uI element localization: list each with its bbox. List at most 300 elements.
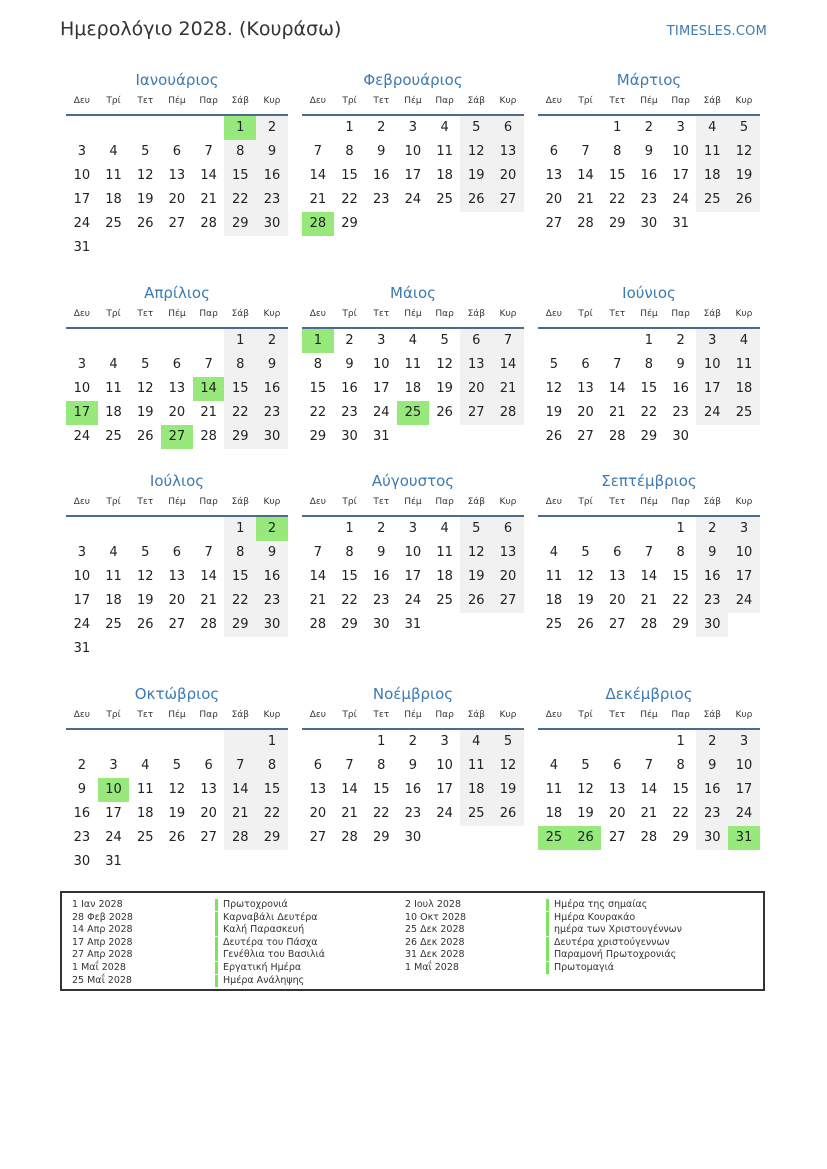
day-cell: 10 xyxy=(436,758,453,773)
weekday-label: Σάβ xyxy=(703,710,721,720)
empty-cell xyxy=(570,116,602,140)
day-cell: 22 xyxy=(341,192,358,207)
day-cell: 14 xyxy=(224,778,256,802)
legend-holiday-date: 1 Ιαν 2028 xyxy=(72,899,123,910)
day-cell: 28 xyxy=(608,429,626,444)
day-cell: 5 xyxy=(141,357,150,372)
day-cell: 2 xyxy=(696,517,728,541)
weekday-header xyxy=(538,706,760,730)
day-cell: 17 xyxy=(672,168,689,183)
month-name: Σεπτέμβριος xyxy=(601,472,697,490)
day-cell: 20 xyxy=(608,593,626,608)
day-cell: 10 xyxy=(696,353,728,377)
empty-cell xyxy=(538,517,570,541)
day-cell: 29 xyxy=(309,429,327,444)
weekday-label: Κυρ xyxy=(735,710,753,720)
day-cell: 18 xyxy=(436,569,453,584)
weekday-label: Κυρ xyxy=(735,96,753,106)
day-cell: 11 xyxy=(105,381,122,396)
day-cell: 12 xyxy=(577,569,594,584)
day-cell: 3 xyxy=(440,734,449,749)
day-cell: 4 xyxy=(440,120,449,135)
day-cell: 24 xyxy=(73,429,91,444)
empty-cell xyxy=(161,730,193,754)
legend-name-text: ημέρα των Χριστουγέννων xyxy=(546,924,682,936)
weekday-label: Παρ xyxy=(671,96,690,106)
day-cell: 4 xyxy=(549,758,558,773)
weekday-label: Σάβ xyxy=(467,309,485,319)
day-cell: 28 xyxy=(577,216,594,231)
weekday-header xyxy=(302,493,524,517)
day-cell: 7 xyxy=(613,357,622,372)
day-cell: 30 xyxy=(640,216,658,231)
month-name: Απρίλιος xyxy=(144,284,210,302)
day-cell: 5 xyxy=(492,730,524,754)
weekday-label: Τρί xyxy=(578,497,593,507)
day-cell: 6 xyxy=(313,758,322,773)
day-cell: 16 xyxy=(372,168,390,183)
day-grid xyxy=(538,517,760,637)
day-cell: 29 xyxy=(224,613,256,637)
weekday-label: Πέμ xyxy=(640,710,658,720)
day-cell: 8 xyxy=(644,357,654,372)
legend-dates-right xyxy=(405,899,466,975)
day-cell: 14 xyxy=(577,168,594,183)
day-cell: 12 xyxy=(460,140,492,164)
weekday-label: Παρ xyxy=(435,309,454,319)
day-grid xyxy=(538,329,760,449)
day-cell: 20 xyxy=(460,377,492,401)
day-cell: 24 xyxy=(672,192,689,207)
weekday-label: Παρ xyxy=(671,710,690,720)
day-cell: 12 xyxy=(492,754,524,778)
weekday-label: Κυρ xyxy=(499,497,517,507)
day-cell: 8 xyxy=(224,140,256,164)
weekday-header xyxy=(538,92,760,116)
day-cell: 25 xyxy=(105,617,122,632)
weekday-label: Τρί xyxy=(342,497,357,507)
day-cell: 23 xyxy=(696,802,728,826)
empty-cell xyxy=(66,116,98,140)
day-cell: 21 xyxy=(492,377,524,401)
day-cell: 13 xyxy=(492,541,524,565)
month-name: Νοέμβριος xyxy=(372,685,454,703)
empty-cell xyxy=(570,329,602,353)
empty-cell xyxy=(601,517,633,541)
day-cell: 20 xyxy=(577,405,594,420)
empty-cell xyxy=(601,329,633,353)
day-cell: 29 xyxy=(672,830,689,845)
empty-cell xyxy=(633,730,665,754)
weekday-label: Δευ xyxy=(309,96,326,106)
day-cell: 6 xyxy=(613,758,622,773)
day-cell: 11 xyxy=(728,353,760,377)
day-cell: 3 xyxy=(676,120,685,135)
day-cell: 16 xyxy=(256,164,288,188)
day-cell: 27 xyxy=(309,830,327,845)
weekday-label: Τρί xyxy=(342,710,357,720)
day-cell: 30 xyxy=(372,617,390,632)
day-cell: 23 xyxy=(372,192,390,207)
day-cell: 24 xyxy=(728,802,760,826)
month-block xyxy=(66,684,288,874)
day-cell: 31 xyxy=(372,429,390,444)
day-cell: 21 xyxy=(577,192,594,207)
day-cell: 25 xyxy=(436,192,453,207)
day-cell: 3 xyxy=(77,144,86,159)
day-cell: 4 xyxy=(141,758,150,773)
day-cell: 4 xyxy=(109,357,118,372)
weekday-label: Κυρ xyxy=(499,96,517,106)
day-cell: 23 xyxy=(404,806,422,821)
empty-cell xyxy=(601,730,633,754)
legend-holiday-date: 17 Απρ 2028 xyxy=(72,936,133,948)
day-cell: 28 xyxy=(200,617,217,632)
day-cell: 24 xyxy=(372,405,390,420)
day-cell: 8 xyxy=(613,144,622,159)
day-cell: 24 xyxy=(105,830,122,845)
month-name: Μάιος xyxy=(390,284,436,302)
day-cell: 11 xyxy=(545,569,563,584)
weekday-label: Παρ xyxy=(199,497,218,507)
day-cell: 9 xyxy=(256,140,288,164)
day-cell: 7 xyxy=(204,144,213,159)
weekday-label: Πέμ xyxy=(168,96,186,106)
weekday-label: Σάβ xyxy=(703,96,721,106)
day-cell: 31 xyxy=(73,641,91,656)
empty-cell xyxy=(302,517,334,541)
day-cell: 23 xyxy=(73,830,91,845)
day-cell: 5 xyxy=(141,545,150,560)
day-cell: 5 xyxy=(460,116,492,140)
day-cell: 9 xyxy=(77,782,86,797)
weekday-label: Τρί xyxy=(578,710,593,720)
day-cell: 13 xyxy=(608,569,626,584)
legend-name-text: Παραμονή Πρωτοχρονιάς xyxy=(546,949,676,961)
day-cell: 23 xyxy=(341,405,358,420)
day-cell: 12 xyxy=(136,569,154,584)
empty-cell xyxy=(161,517,193,541)
weekday-header xyxy=(302,706,524,730)
legend-holiday-date: 25 Μαΐ 2028 xyxy=(72,974,132,986)
holiday-day-cell: 1 xyxy=(224,116,256,140)
weekday-label: Δευ xyxy=(545,309,562,319)
day-cell: 8 xyxy=(345,144,354,159)
legend-holiday-date: 10 Οκτ 2028 xyxy=(405,911,467,923)
day-cell: 14 xyxy=(200,569,217,584)
day-cell: 18 xyxy=(136,806,154,821)
day-cell: 15 xyxy=(608,168,626,183)
day-cell: 13 xyxy=(608,782,626,797)
day-cell: 20 xyxy=(545,192,563,207)
day-cell: 19 xyxy=(168,806,186,821)
legend-name-text: Γενέθλια του Βασιλιά xyxy=(215,949,325,961)
weekday-label: Τρί xyxy=(342,309,357,319)
day-cell: 6 xyxy=(549,144,558,159)
weekday-label: Σάβ xyxy=(231,309,249,319)
day-cell: 24 xyxy=(73,617,91,632)
day-cell: 30 xyxy=(341,429,358,444)
day-cell: 19 xyxy=(136,192,154,207)
day-cell: 30 xyxy=(404,830,422,845)
day-cell: 10 xyxy=(73,168,91,183)
day-cell: 18 xyxy=(545,593,563,608)
weekday-label: Τρί xyxy=(342,96,357,106)
day-cell: 20 xyxy=(492,565,524,589)
day-cell: 27 xyxy=(460,401,492,425)
day-cell: 29 xyxy=(640,429,658,444)
weekday-label: Τρί xyxy=(106,497,121,507)
day-cell: 11 xyxy=(696,140,728,164)
site-link[interactable]: TIMESLES.COM xyxy=(666,24,767,39)
weekday-label: Τετ xyxy=(609,710,626,720)
weekday-header xyxy=(302,305,524,329)
day-cell: 16 xyxy=(372,569,390,584)
day-cell: 15 xyxy=(341,168,358,183)
empty-cell xyxy=(129,116,161,140)
legend-names-left xyxy=(215,899,325,987)
day-cell: 26 xyxy=(545,429,563,444)
weekday-label: Κυρ xyxy=(263,497,281,507)
day-cell: 25 xyxy=(105,216,122,231)
day-cell: 9 xyxy=(377,144,386,159)
weekday-label: Παρ xyxy=(435,96,454,106)
legend-holiday-date: 25 Δεκ 2028 xyxy=(405,924,465,936)
month-block xyxy=(538,283,760,449)
holiday-legend xyxy=(60,891,765,991)
day-cell: 1 xyxy=(224,517,256,541)
day-cell: 8 xyxy=(676,758,685,773)
day-cell: 21 xyxy=(309,593,327,608)
day-cell: 22 xyxy=(672,806,689,821)
day-cell: 5 xyxy=(440,333,449,348)
day-cell: 23 xyxy=(640,192,658,207)
weekday-label: Πέμ xyxy=(404,710,422,720)
day-cell: 27 xyxy=(608,617,626,632)
day-cell: 11 xyxy=(436,545,453,560)
day-cell: 16 xyxy=(640,168,658,183)
day-cell: 10 xyxy=(73,381,91,396)
day-cell: 13 xyxy=(168,381,186,396)
day-cell: 11 xyxy=(105,168,122,183)
day-cell: 12 xyxy=(728,140,760,164)
weekday-header xyxy=(302,92,524,116)
day-cell: 22 xyxy=(341,593,358,608)
day-cell: 30 xyxy=(696,826,728,850)
legend-holiday-name xyxy=(215,899,325,912)
weekday-label: Παρ xyxy=(199,96,218,106)
day-cell: 4 xyxy=(440,521,449,536)
holiday-day-cell: 26 xyxy=(570,826,602,850)
legend-name-text: Δευτέρα του Πάσχα xyxy=(215,937,318,949)
day-cell: 29 xyxy=(608,216,626,231)
day-cell: 13 xyxy=(492,140,524,164)
day-cell: 1 xyxy=(224,329,256,353)
month-name: Ιούνιος xyxy=(622,284,676,302)
day-cell: 27 xyxy=(545,216,563,231)
empty-cell xyxy=(98,329,130,353)
empty-cell xyxy=(129,329,161,353)
day-cell: 15 xyxy=(341,569,358,584)
day-cell: 20 xyxy=(608,806,626,821)
day-cell: 2 xyxy=(676,333,685,348)
weekday-label: Δευ xyxy=(309,309,326,319)
legend-holiday-date: 1 Μαΐ 2028 xyxy=(405,961,459,973)
day-cell: 22 xyxy=(672,593,689,608)
empty-cell xyxy=(98,116,130,140)
day-cell: 20 xyxy=(309,806,327,821)
day-cell: 2 xyxy=(256,116,288,140)
day-cell: 15 xyxy=(640,381,658,396)
day-cell: 1 xyxy=(676,521,685,536)
holiday-day-cell: 27 xyxy=(161,425,193,449)
month-block xyxy=(538,684,760,850)
day-cell: 6 xyxy=(492,116,524,140)
day-cell: 9 xyxy=(676,357,685,372)
weekday-label: Σάβ xyxy=(231,497,249,507)
day-cell: 10 xyxy=(372,357,390,372)
day-cell: 5 xyxy=(581,545,590,560)
day-cell: 14 xyxy=(341,782,358,797)
day-cell: 16 xyxy=(672,381,689,396)
weekday-header xyxy=(66,92,288,116)
day-cell: 3 xyxy=(77,545,86,560)
weekday-label: Πέμ xyxy=(640,309,658,319)
day-cell: 29 xyxy=(224,212,256,236)
day-cell: 29 xyxy=(372,830,390,845)
weekday-label: Κυρ xyxy=(263,309,281,319)
day-cell: 27 xyxy=(492,589,524,613)
weekday-label: Τετ xyxy=(373,96,390,106)
day-cell: 30 xyxy=(696,613,728,637)
day-cell: 22 xyxy=(224,589,256,613)
day-cell: 27 xyxy=(492,188,524,212)
day-cell: 3 xyxy=(728,730,760,754)
weekday-label: Τρί xyxy=(106,309,121,319)
day-cell: 23 xyxy=(672,405,689,420)
month-block xyxy=(66,471,288,661)
day-cell: 3 xyxy=(728,517,760,541)
weekday-header xyxy=(538,493,760,517)
legend-name-text: Καλή Παρασκευή xyxy=(215,924,304,936)
day-grid xyxy=(66,517,288,661)
holiday-day-cell: 25 xyxy=(538,826,570,850)
day-cell: 5 xyxy=(549,357,558,372)
day-cell: 14 xyxy=(492,353,524,377)
day-grid xyxy=(302,730,524,850)
day-cell: 15 xyxy=(672,569,689,584)
legend-name-text: Πρωτομαγιά xyxy=(546,962,614,974)
weekday-label: Τετ xyxy=(373,309,390,319)
day-cell: 28 xyxy=(224,826,256,850)
day-cell: 14 xyxy=(200,168,217,183)
weekday-label: Πέμ xyxy=(168,497,186,507)
weekday-label: Τετ xyxy=(609,497,626,507)
day-cell: 12 xyxy=(460,541,492,565)
day-cell: 8 xyxy=(676,545,685,560)
weekday-label: Δευ xyxy=(73,96,90,106)
day-cell: 13 xyxy=(460,353,492,377)
holiday-day-cell: 10 xyxy=(98,778,130,802)
empty-cell xyxy=(538,730,570,754)
empty-cell xyxy=(66,517,98,541)
day-cell: 1 xyxy=(345,120,354,135)
day-cell: 6 xyxy=(613,545,622,560)
weekday-label: Κυρ xyxy=(263,710,281,720)
day-cell: 30 xyxy=(256,425,288,449)
legend-name-text: Ημέρα Ανάληψης xyxy=(215,975,304,987)
day-cell: 12 xyxy=(545,381,563,396)
weekday-label: Τετ xyxy=(609,96,626,106)
day-cell: 14 xyxy=(309,168,327,183)
empty-cell xyxy=(193,517,225,541)
day-cell: 11 xyxy=(404,357,422,372)
month-block xyxy=(302,471,524,637)
day-cell: 7 xyxy=(204,545,213,560)
day-cell: 30 xyxy=(672,429,689,444)
day-cell: 26 xyxy=(492,802,524,826)
legend-holiday-date: 31 Δεκ 2028 xyxy=(405,949,465,961)
month-name: Αύγουστος xyxy=(371,472,455,490)
day-cell: 13 xyxy=(200,782,217,797)
day-cell: 7 xyxy=(492,329,524,353)
day-cell: 28 xyxy=(200,216,217,231)
day-cell: 17 xyxy=(436,782,453,797)
weekday-header xyxy=(538,305,760,329)
day-cell: 23 xyxy=(256,401,288,425)
month-name: Ιανουάριος xyxy=(135,71,219,89)
weekday-label: Πέμ xyxy=(640,96,658,106)
legend-holiday-date: 2 Ιουλ 2028 xyxy=(405,899,461,910)
day-cell: 18 xyxy=(105,192,122,207)
day-cell: 6 xyxy=(172,357,182,372)
day-cell: 18 xyxy=(404,381,422,396)
weekday-label: Τρί xyxy=(578,96,593,106)
empty-cell xyxy=(66,730,98,754)
empty-cell xyxy=(193,116,225,140)
day-cell: 28 xyxy=(200,429,217,444)
legend-name-text: Ημέρα της σημαίας xyxy=(546,899,647,911)
day-grid xyxy=(66,730,288,874)
month-block xyxy=(538,70,760,236)
weekday-label: Τετ xyxy=(137,96,154,106)
month-name: Οκτώβριος xyxy=(134,685,220,703)
weekday-header xyxy=(66,706,288,730)
day-cell: 6 xyxy=(172,545,182,560)
weekday-label: Πέμ xyxy=(404,96,422,106)
day-cell: 31 xyxy=(404,617,422,632)
day-cell: 12 xyxy=(136,381,154,396)
day-cell: 20 xyxy=(492,164,524,188)
legend-holiday-name xyxy=(215,975,325,988)
weekday-header xyxy=(66,493,288,517)
weekday-label: Δευ xyxy=(309,710,326,720)
day-cell: 9 xyxy=(256,541,288,565)
day-cell: 2 xyxy=(377,120,386,135)
empty-cell xyxy=(570,730,602,754)
day-cell: 21 xyxy=(200,405,217,420)
weekday-label: Κυρ xyxy=(735,497,753,507)
day-cell: 5 xyxy=(172,758,182,773)
day-cell: 13 xyxy=(309,782,327,797)
day-cell: 17 xyxy=(404,168,422,183)
day-cell: 18 xyxy=(436,168,453,183)
empty-cell xyxy=(129,730,161,754)
day-grid xyxy=(302,517,524,637)
day-cell: 14 xyxy=(640,782,658,797)
day-cell: 4 xyxy=(549,545,558,560)
legend-holiday-date: 14 Απρ 2028 xyxy=(72,924,133,936)
